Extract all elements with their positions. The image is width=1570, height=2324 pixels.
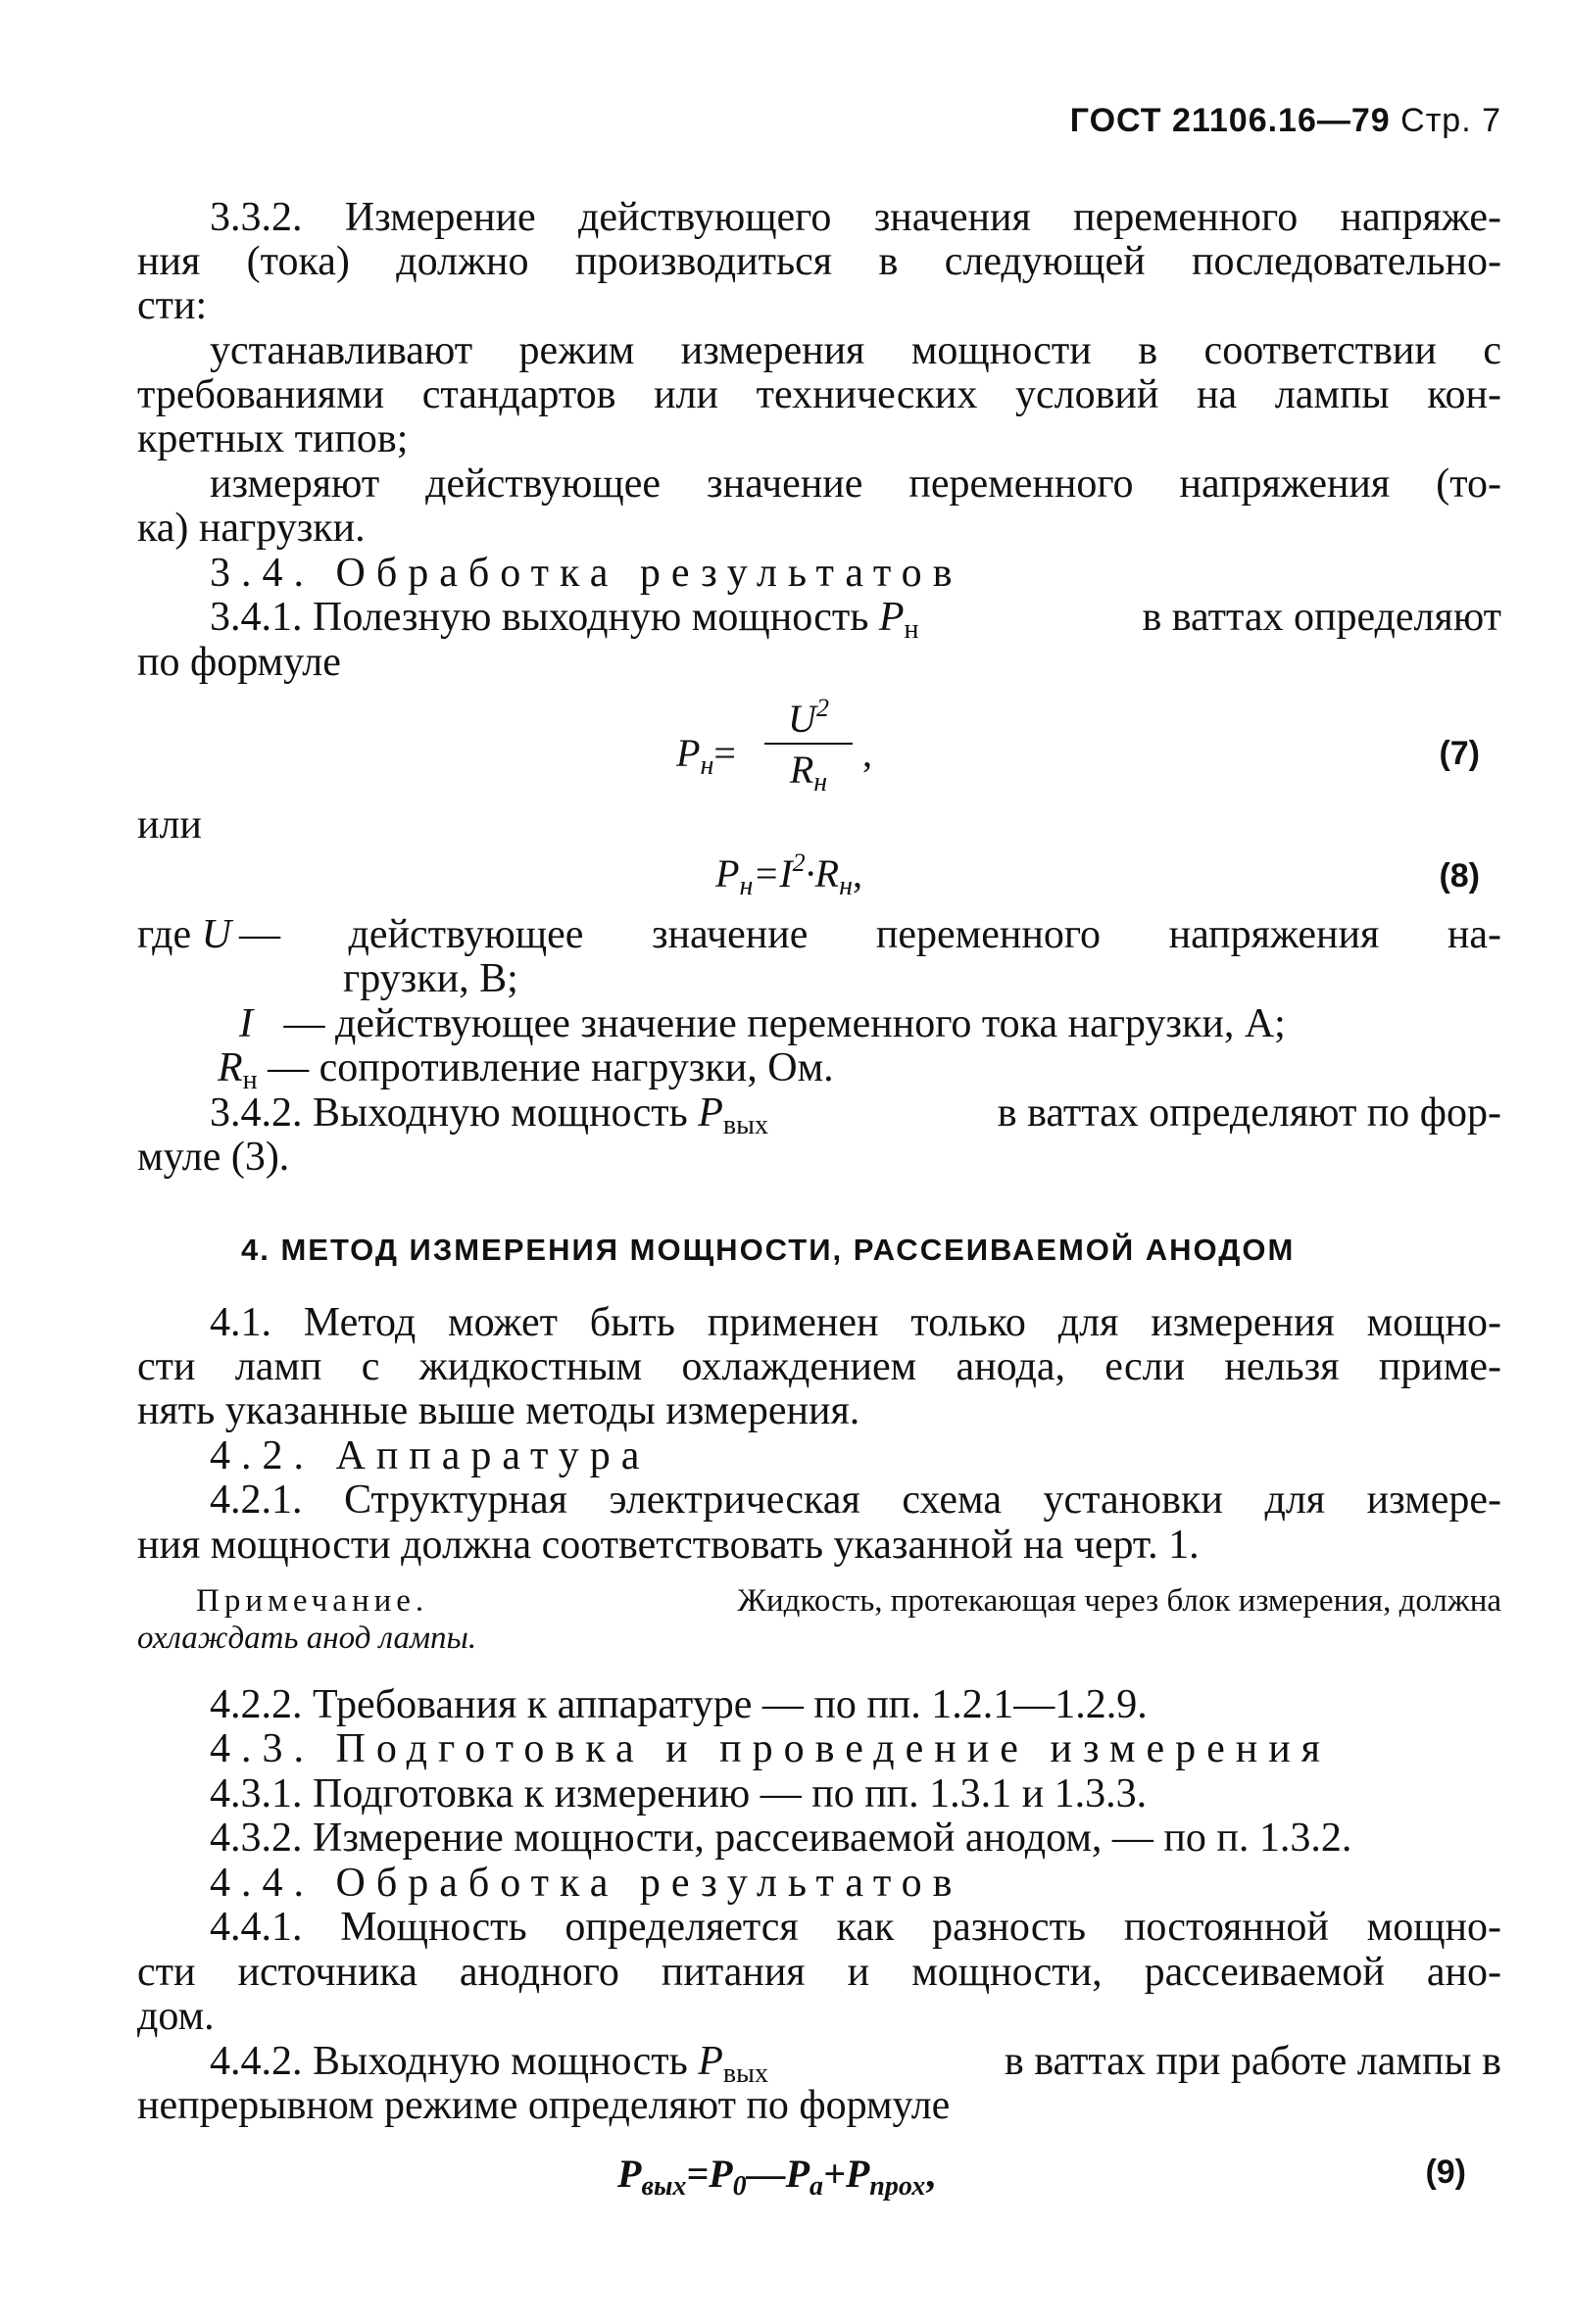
p342-line2: муле (3).: [137, 1135, 290, 1180]
p332-line2: ния (тока) должно производиться в следующей последовательно-: [137, 239, 1501, 284]
where-i-symbol: I: [239, 1001, 253, 1046]
eq9-comma: ,: [925, 2152, 936, 2196]
where-line3: [239, 1000, 1501, 1047]
where-r-desc: — сопротивление нагрузки, Ом.: [268, 1045, 834, 1090]
eq9-p0-sub: 0: [732, 2171, 747, 2202]
p342-symbol: P: [698, 1090, 723, 1136]
section-4-title: 4. МЕТОД ИЗМЕРЕНИЯ МОЩНОСТИ, РАССЕИВАЕМОЙ АНОДОМ: [241, 1233, 1296, 1267]
p342-text-b: в ваттах определяют по фор-: [997, 1090, 1501, 1136]
p442-text-b: в ваттах при работе лампы в: [1004, 2039, 1501, 2084]
p341-line2: по формуле: [137, 640, 341, 685]
p442-line1: [210, 2038, 1501, 2089]
p421-line2: ния мощности должна соответствовать указанной на черт. 1.: [137, 1523, 1200, 1568]
where-line2: грузки, В;: [343, 956, 518, 1001]
p421-line1: 4.2.1. Структурная электрическая схема установки для измере-: [210, 1477, 1501, 1523]
heading-4-4: 4.4. Обработка результатов: [210, 1861, 963, 1906]
p332b-line1: измеряют действующее значение переменного напряжения (то-: [210, 461, 1501, 507]
eq7-denominator: R: [789, 748, 814, 792]
eq7-comma: ,: [862, 731, 872, 775]
where-u-desc: — действующее значение переменного напряжения на-: [239, 912, 1501, 957]
p341-symbol: P: [878, 595, 905, 640]
page-header: [1070, 102, 1501, 140]
eq8-p: P: [715, 851, 740, 896]
eq7-numerator-sup: 2: [815, 694, 829, 722]
eq9-p1-sub: вых: [641, 2171, 687, 2202]
where-r-symbol: R: [218, 1045, 243, 1090]
p422: 4.2.2. Требования к аппаратуре — по пп. 1.2.1—1.2.9.: [210, 1682, 1148, 1727]
p432: 4.3.2. Измерение мощности, рассеиваемой анодом, — по п. 1.3.2.: [210, 1816, 1352, 1861]
where-word: где: [137, 912, 192, 957]
note-line2: охлаждать анод лампы.: [137, 1621, 477, 1656]
p332a-line3: кретных типов;: [137, 416, 409, 461]
eq8-r: ·R: [805, 851, 840, 896]
p41-line3: нять указанные выше методы измерения.: [137, 1388, 860, 1433]
or-word: или: [137, 802, 202, 847]
p332-line3: сти:: [137, 283, 208, 328]
p442-text-a: 4.4.2. Выходную мощность: [210, 2039, 688, 2084]
eq8-p-sub: н: [739, 871, 754, 901]
p341-text-a: 3.4.1. Полезную выходную мощность: [210, 595, 869, 640]
note-label: Примечание.: [196, 1583, 429, 1619]
p342-text-a: 3.4.2. Выходную мощность: [210, 1090, 688, 1136]
eq7-lhs-sub: н: [700, 750, 714, 781]
eq7-lhs: P: [676, 731, 701, 775]
header-doc-number: ГОСТ 21106.16—79: [1069, 102, 1391, 139]
p332a-line2: требованиями стандартов или технических условий на лампы кон-: [137, 372, 1501, 417]
p341-text-b: в ваттах определяют: [1142, 595, 1501, 640]
where-line4: [218, 1044, 1501, 1095]
heading-3-4: 3.4. Обработка результатов: [210, 551, 963, 596]
eq7-number: (7): [1439, 735, 1480, 772]
heading-4-3: 4.3. Подготовка и проведение измерения: [210, 1726, 1331, 1771]
p431: 4.3.1. Подготовка к измерению — по пп. 1.3.1 и 1.3.3.: [210, 1771, 1148, 1816]
p341-symbol-sub: н: [904, 614, 919, 645]
p441-line3: дом.: [137, 1994, 215, 2039]
where-r-sub: н: [242, 1065, 258, 1095]
p332b-line2: ка) нагрузки.: [137, 506, 366, 551]
note-text-1: Жидкость, протекающая через блок измерения, должна: [737, 1583, 1501, 1619]
p332-line1: 3.3.2. Измерение действующего значения переменного напряже-: [210, 195, 1501, 240]
eq8-i: =I: [753, 851, 793, 896]
fraction-bar: [764, 743, 853, 745]
eq9-pa: —P: [746, 2152, 810, 2196]
p342-line1: [210, 1089, 1501, 1140]
eq9-pprox: +P: [823, 2152, 870, 2196]
p41-line1: 4.1. Метод может быть применен только для измерения мощно-: [210, 1300, 1501, 1345]
note-line1: [196, 1581, 1501, 1621]
eq8-comma: ,: [852, 851, 862, 896]
eq7-denominator-sub: н: [813, 767, 828, 798]
eq7-numerator: U: [788, 697, 816, 741]
where-i-desc: — действующее значение переменного тока нагрузки, А;: [283, 1001, 1286, 1046]
eq9-pprox-sub: прох: [869, 2171, 926, 2202]
heading-4-2: 4.2. Аппаратура: [210, 1433, 651, 1478]
p441-line1: 4.4.1. Мощность определяется как разность постоянной мощно-: [210, 1905, 1501, 1950]
eq9-number: (9): [1425, 2154, 1466, 2191]
header-page-number: Стр. 7: [1400, 102, 1501, 139]
eq9-p0: =P: [686, 2152, 733, 2196]
eq9-pa-sub: а: [810, 2171, 824, 2202]
p441-line2: сти источника анодного питания и мощности, рассеиваемой ано-: [137, 1950, 1501, 1995]
p442-symbol-sub: вых: [722, 2058, 768, 2089]
eq9-p1: P: [617, 2152, 642, 2196]
eq8-r-sub: н: [839, 871, 853, 901]
p332a-line1: устанавливают режим измерения мощности в соответствии с: [210, 328, 1501, 373]
p341-line1: [210, 594, 1501, 645]
eq8-number: (8): [1439, 857, 1480, 895]
where-u-symbol: U: [201, 912, 231, 957]
p442-line2: непрерывном режиме определяют по формуле: [137, 2083, 951, 2128]
p442-symbol: P: [698, 2039, 723, 2084]
p342-symbol-sub: вых: [722, 1110, 768, 1140]
eq7-equals: =: [713, 731, 736, 775]
where-line1: [137, 911, 1501, 958]
p41-line2: сти ламп с жидкостным охлаждением анода, если нельзя приме-: [137, 1344, 1501, 1389]
eq8-sup: 2: [792, 848, 806, 877]
